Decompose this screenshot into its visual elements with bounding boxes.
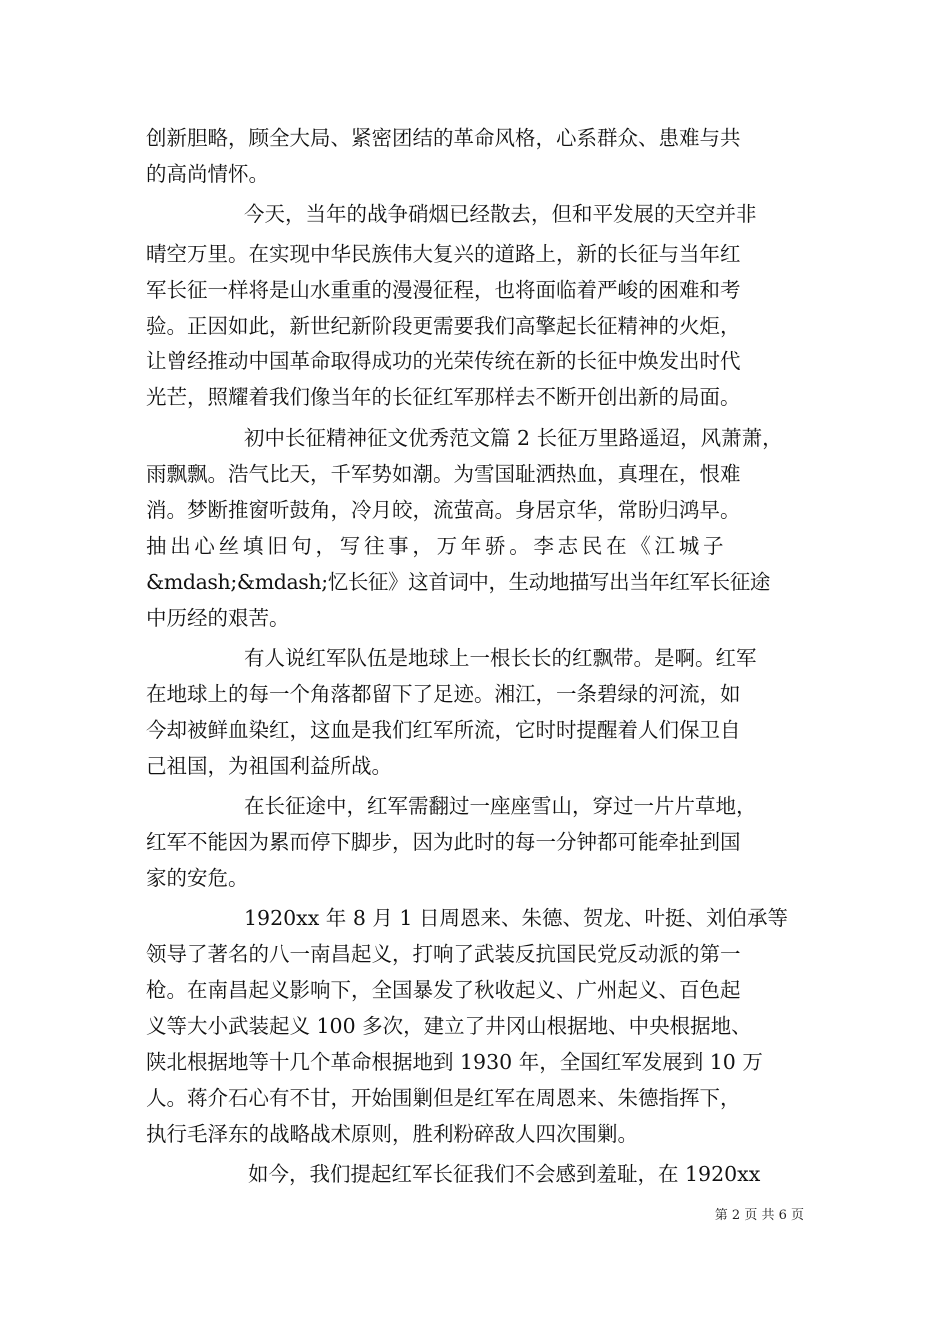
text-line: 家的安危。 bbox=[146, 866, 249, 890]
text-line: 今却被鲜血染红，这血是我们红军所流，它时时提醒着人们保卫自 bbox=[146, 718, 741, 742]
text-line: 让曾经推动中国革命取得成功的光荣传统在新的长征中焕发出时代 bbox=[146, 349, 741, 373]
text-line: &mdash;&mdash;忆长征》这首词中，生动地描写出当年红军长征途 bbox=[146, 570, 770, 594]
text-line: 光芒，照耀着我们像当年的长征红军那样去不断开创出新的局面。 bbox=[146, 385, 741, 409]
text-line: 红军不能因为累而停下脚步，因为此时的每一分钟都可能牵扯到国 bbox=[146, 830, 741, 854]
text-line: 创新胆略，顾全大局、紧密团结的革命风格，心系群众、患难与共 bbox=[146, 126, 741, 150]
page-number-footer: 第 2 页 共 6 页 bbox=[714, 1208, 804, 1223]
text-line: 雨飘飘。浩气比天，千军势如潮。为雪国耻洒热血，真理在，恨难 bbox=[146, 462, 741, 486]
text-line: 义等大小武装起义 100 多次，建立了井冈山根据地、中央根据地、 bbox=[146, 1014, 752, 1038]
text-line: 晴空万里。在实现中华民族伟大复兴的道路上，新的长征与当年红 bbox=[146, 242, 741, 266]
text-line: 人。蒋介石心有不甘，开始围剿但是红军在周恩来、朱德指挥下， bbox=[146, 1086, 741, 1110]
text-line: 消。梦断推窗听鼓角，冷月皎，流萤高。身居京华，常盼归鸿早。 bbox=[146, 498, 741, 522]
paragraph-first-line: 在长征途中，红军需翻过一座座雪山，穿过一片片草地， bbox=[244, 794, 757, 818]
text-line: 己祖国，为祖国利益所战。 bbox=[146, 754, 392, 778]
text-line: 中历经的艰苦。 bbox=[146, 606, 290, 630]
text-line: 抽 出 心 丝 填 旧 句 ， 写 往 事 ， 万 年 骄 。 李 志 民 在 《 江 城 子 bbox=[146, 534, 723, 558]
paragraph-first-line: 有人说红军队伍是地球上一根长长的红飘带。是啊。红军 bbox=[244, 646, 757, 670]
text-line: 陕北根据地等十几个革命根据地到 1930 年，全国红军发展到 10 万 bbox=[146, 1050, 763, 1074]
paragraph-first-line: 1920xx 年 8 月 1 日周恩来、朱德、贺龙、叶挺、刘伯承等 bbox=[244, 906, 788, 930]
text-line: 执行毛泽东的战略战术原则，胜利粉碎敌人四次围剿。 bbox=[146, 1122, 638, 1146]
paragraph-first-line: 初中长征精神征文优秀范文篇 2 长征万里路遥迢，风萧萧， bbox=[244, 426, 783, 450]
text-line: 军长征一样将是山水重重的漫漫征程，也将面临着严峻的困难和考 bbox=[146, 278, 741, 302]
paragraph-first-line: 今天，当年的战争硝烟已经散去，但和平发展的天空并非 bbox=[244, 202, 757, 226]
text-line: 枪。在南昌起义影响下，全国暴发了秋收起义、广州起义、百色起 bbox=[146, 978, 741, 1002]
text-line: 验。正因如此，新世纪新阶段更需要我们高擎起长征精神的火炬， bbox=[146, 314, 741, 338]
text-line: 领导了著名的八一南昌起义，打响了武装反抗国民党反动派的第一 bbox=[146, 942, 741, 966]
text-line: 在地球上的每一个角落都留下了足迹。湘江，一条碧绿的河流，如 bbox=[146, 682, 741, 706]
text-line: 的高尚情怀。 bbox=[146, 162, 269, 186]
paragraph-first-line: 如今，我们提起红军长征我们不会感到羞耻，在 1920xx bbox=[248, 1162, 761, 1186]
